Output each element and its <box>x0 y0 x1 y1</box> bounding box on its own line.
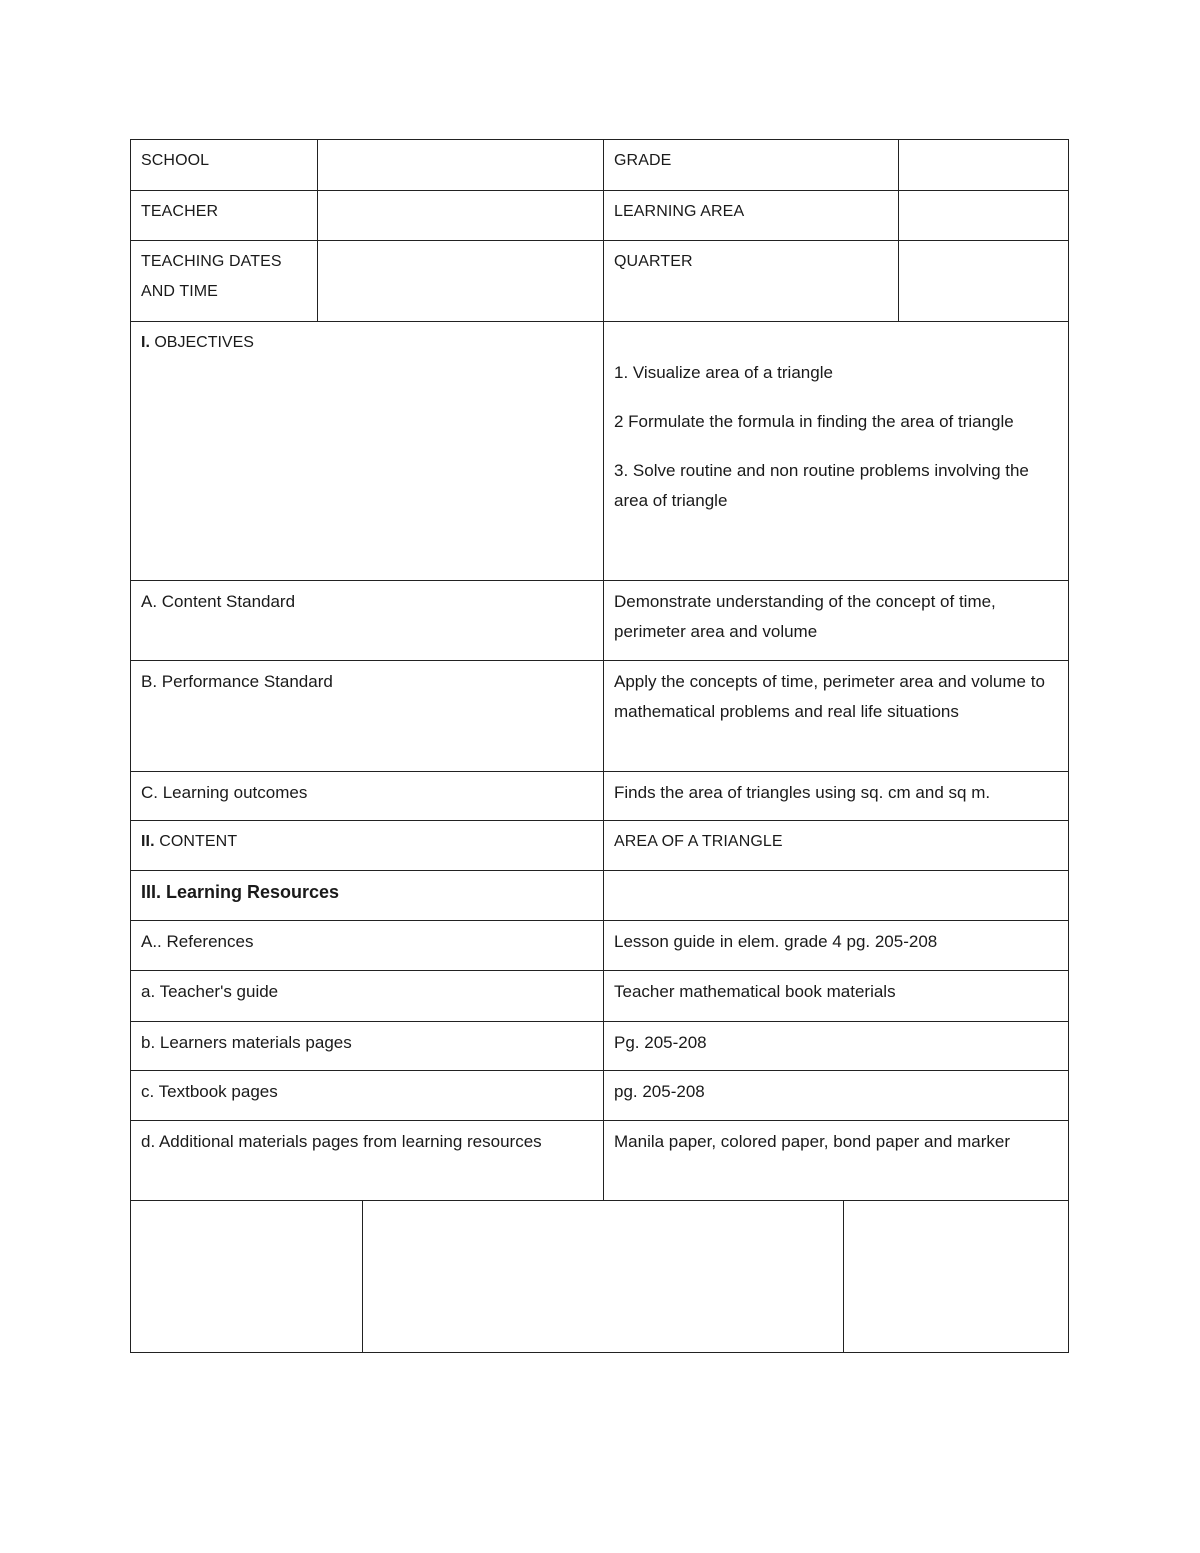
objective-item: 1. Visualize area of a triangle <box>614 363 833 382</box>
references-label: A.. References <box>131 921 604 971</box>
content-label <box>131 821 604 871</box>
teaching-dates-row <box>131 241 1069 322</box>
grade-label: GRADE <box>604 140 899 191</box>
teaching-dates-label-line-2: AND TIME <box>141 283 218 300</box>
textbook-pages-value: pg. 205-208 <box>604 1071 1069 1121</box>
bottom-empty-row <box>131 1200 1069 1352</box>
bottom-empty-cell <box>363 1200 844 1352</box>
references-row <box>131 921 1069 971</box>
bottom-empty-cell <box>131 1200 363 1352</box>
additional-materials-value: Manila paper, colored paper, bond paper and marker <box>604 1121 1069 1201</box>
textbook-pages-label: c. Textbook pages <box>131 1071 604 1121</box>
teacher-row <box>131 191 1069 241</box>
objectives-label-text: OBJECTIVES <box>154 334 254 351</box>
learning-resources-row <box>131 871 1069 921</box>
objectives-list <box>604 322 1069 581</box>
learning-outcomes-label: C. Learning outcomes <box>131 772 604 821</box>
additional-materials-row <box>131 1121 1069 1201</box>
content-standard-label: A. Content Standard <box>131 581 604 661</box>
learners-materials-row <box>131 1022 1069 1071</box>
teacher-value <box>318 191 604 241</box>
quarter-label: QUARTER <box>604 241 899 322</box>
content-value: AREA OF A TRIANGLE <box>604 821 1069 871</box>
teaching-dates-label <box>131 241 318 322</box>
teachers-guide-value: Teacher mathematical book materials <box>604 971 1069 1022</box>
performance-standard-label: B. Performance Standard <box>131 661 604 772</box>
lesson-plan-document <box>130 139 1068 1353</box>
objective-item: 2 Formulate the formula in finding the area of triangle <box>614 412 1014 431</box>
content-label-text: CONTENT <box>159 833 238 850</box>
performance-standard-row <box>131 661 1069 772</box>
learning-resources-value <box>604 871 1069 921</box>
teachers-guide-row <box>131 971 1069 1022</box>
grade-value <box>899 140 1069 191</box>
content-row <box>131 821 1069 871</box>
learning-area-value <box>899 191 1069 241</box>
learners-materials-label: b. Learners materials pages <box>131 1022 604 1071</box>
learners-materials-value: Pg. 205-208 <box>604 1022 1069 1071</box>
content-standard-value: Demonstrate understanding of the concept of time, perimeter area and volume <box>604 581 1069 661</box>
school-value <box>318 140 604 191</box>
objectives-label-prefix: I. <box>141 334 150 351</box>
quarter-value <box>899 241 1069 322</box>
objective-item: 3. Solve routine and non routine problems involving the area of triangle <box>614 461 1029 510</box>
content-standard-row <box>131 581 1069 661</box>
school-row <box>131 140 1069 191</box>
teacher-label: TEACHER <box>131 191 318 241</box>
learning-area-label: LEARNING AREA <box>604 191 899 241</box>
teachers-guide-label: a. Teacher's guide <box>131 971 604 1022</box>
learning-outcomes-value: Finds the area of triangles using sq. cm and sq m. <box>604 772 1069 821</box>
objectives-row <box>131 322 1069 581</box>
lesson-plan-table <box>130 139 1069 1201</box>
teaching-dates-value <box>318 241 604 322</box>
school-label: SCHOOL <box>131 140 318 191</box>
content-label-prefix: II. <box>141 833 155 850</box>
bottom-empty-table <box>130 1200 1069 1353</box>
teaching-dates-label-line-1: TEACHING DATES <box>141 253 282 270</box>
objectives-label <box>131 322 604 581</box>
learning-outcomes-row <box>131 772 1069 821</box>
performance-standard-value: Apply the concepts of time, perimeter area and volume to mathematical problems and real life situations <box>604 661 1069 772</box>
additional-materials-label: d. Additional materials pages from learning resources <box>131 1121 604 1201</box>
bottom-empty-cell <box>844 1200 1069 1352</box>
references-value: Lesson guide in elem. grade 4 pg. 205-208 <box>604 921 1069 971</box>
learning-resources-title: III. Learning Resources <box>131 871 604 921</box>
textbook-pages-row <box>131 1071 1069 1121</box>
